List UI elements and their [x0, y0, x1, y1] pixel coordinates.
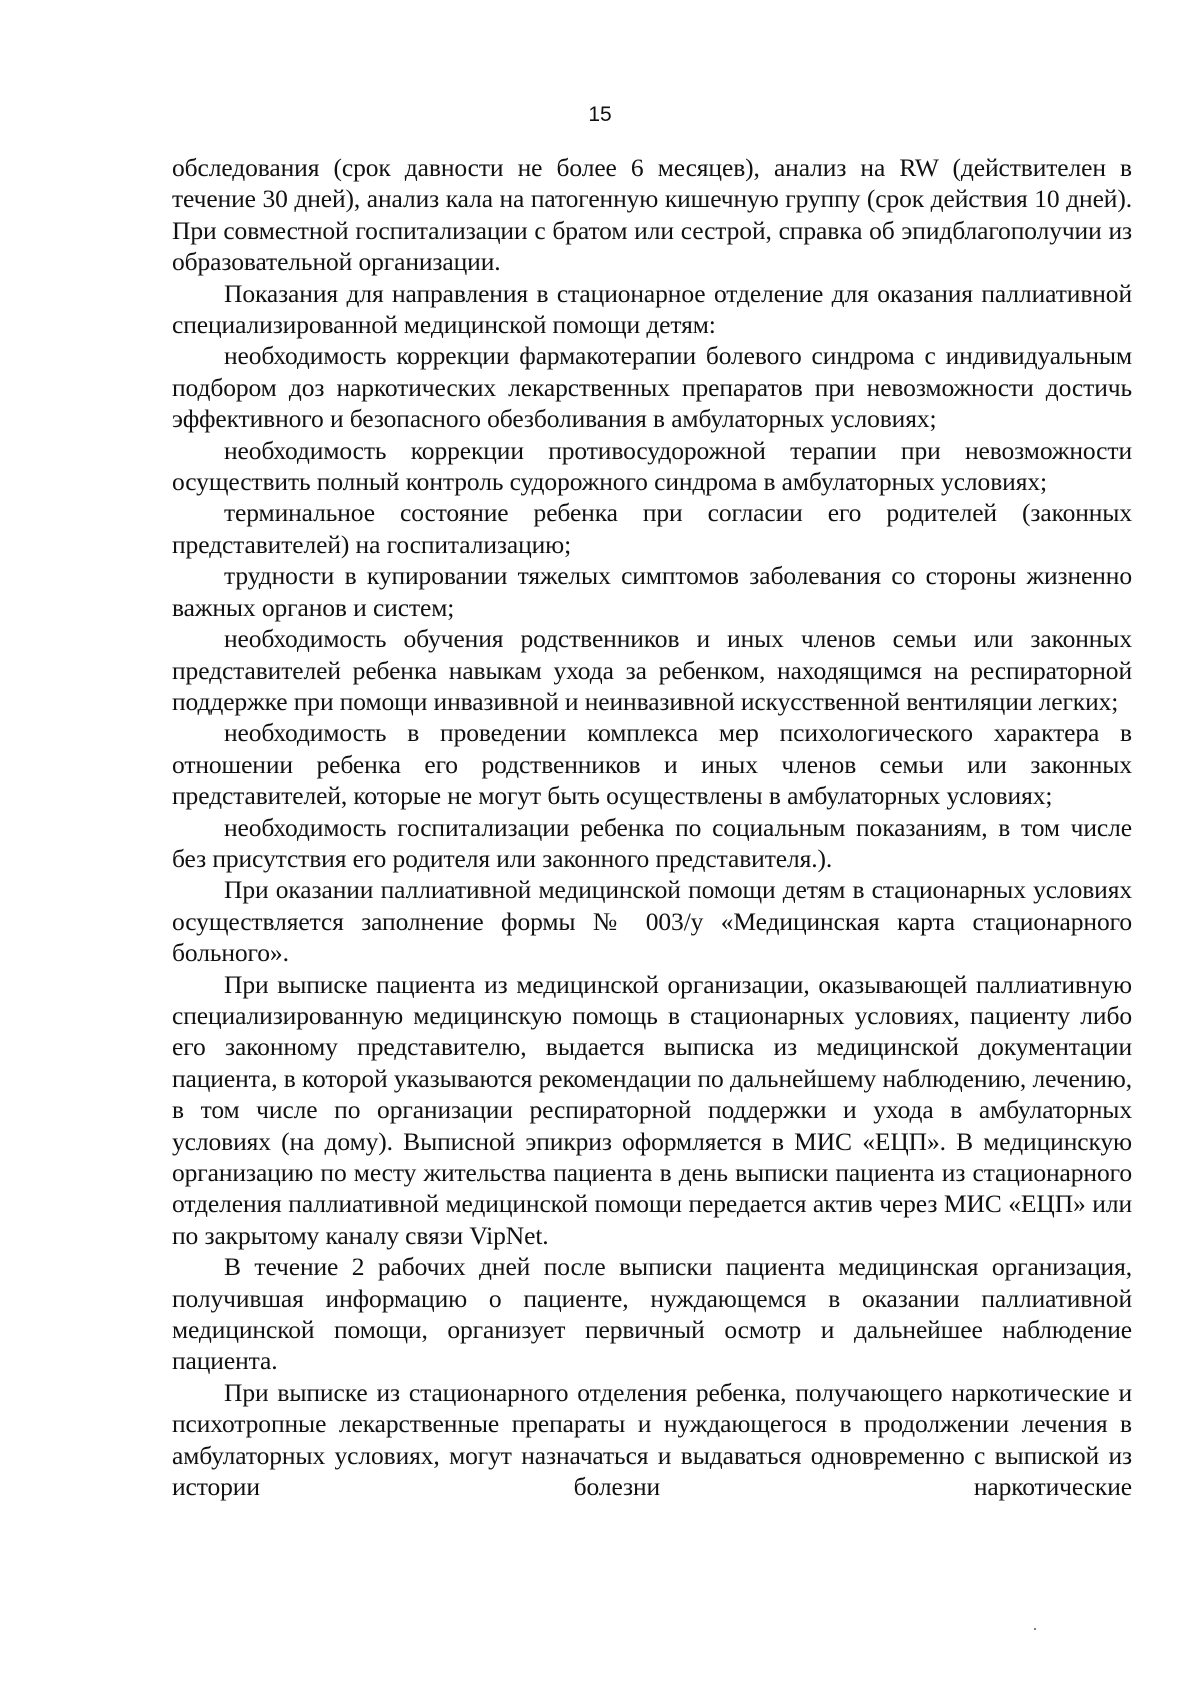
paragraph-exam-requirements: обследования (срок давности не более 6 месяцев), анализ на RW (действителен в течение 30 дней), анализ кала на патогенную кишечную группу (срок действия 10 дней). При совместной госпитализации с братом или сестрой, справка об эпидблагополучии из образовательной организации.: [172, 153, 1132, 277]
page-number: 15: [588, 103, 612, 126]
paragraph-narcotic-prescription: При выписке из стационарного отделения ребенка, получающего наркотические и психотропные лекарственные препараты и нуждающегося в продолжении лечения в амбулаторных условиях, могут назначаться и выдаваться одновременно с выпиской из истории болезни наркотические: [172, 1377, 1132, 1502]
body-text: [172, 152, 1132, 1502]
paragraph-discharge-procedure: При выписке пациента из медицинской организации, оказывающей паллиативную специализированную медицинскую помощь в стационарных условиях, пациенту либо его законному представителю, выдается выписка из медицинской документации пациента, в которой указываются рекомендации по дальнейшему наблюдению, лечению, в том числе по организации респираторной поддержки и ухода в амбулаторных условиях (на дому). Выписной эпикриз оформляется в МИС «ЕЦП». В медицинскую организацию по месту жительства пациента в день выписки пациента из стационарного отделения паллиативной медицинской помощи передается актив через МИС «ЕЦП» или по закрытому каналу связи VipNet.: [172, 969, 1132, 1250]
scan-speck: [1034, 1628, 1036, 1630]
list-item-caregiver-training: необходимость обучения родственников и иных членов семьи или законных представителей ребенка навыкам ухода за ребенком, находящимся на респираторной поддержке при помощи инвазивной и неинвазивной искусственной вентиляции легких;: [172, 624, 1132, 716]
list-item-anticonvulsant-therapy: необходимость коррекции противосудорожной терапии при невозможности осуществить полный контроль судорожного синдрома в амбулаторных условиях;: [172, 435, 1132, 497]
list-item-severe-symptoms: трудности в купировании тяжелых симптомов заболевания со стороны жизненно важных органов и систем;: [172, 561, 1132, 622]
paragraph-followup-examination: В течение 2 рабочих дней после выписки пациента медицинская организация, получившая информацию о пациенте, нуждающемся в оказании паллиативной медицинской помощи, организует первичный осмотр и дальнейшее наблюдение пациента.: [172, 1252, 1132, 1376]
paragraph-medical-card-form: При оказании паллиативной медицинской помощи детям в стационарных условиях осуществляется заполнение формы № 003/у «Медицинская карта стационарного больного».: [172, 875, 1132, 968]
list-item-social-indications: необходимость госпитализации ребенка по социальным показаниям, в том числе без присутствия его родителя или законного представителя.).: [172, 812, 1132, 873]
list-item-psychological-support: необходимость в проведении комплекса мер психологического характера в отношении ребенка его родственников и иных членов семьи или законных представителей, которые не могут быть осуществлены в амбулаторных условиях;: [172, 718, 1132, 811]
paragraph-indications-heading: Показания для направления в стационарное отделение для оказания паллиативной специализированной медицинской помощи детям:: [172, 278, 1132, 340]
list-item-pain-therapy: необходимость коррекции фармакотерапии болевого синдрома с индивидуальным подбором доз наркотических лекарственных препаратов при невозможности достичь эффективного и безопасного обезболивания в амбулаторных условиях;: [172, 341, 1132, 434]
list-item-terminal-state: терминальное состояние ребенка при согласии его родителей (законных представителей) на госпитализацию;: [172, 498, 1132, 559]
